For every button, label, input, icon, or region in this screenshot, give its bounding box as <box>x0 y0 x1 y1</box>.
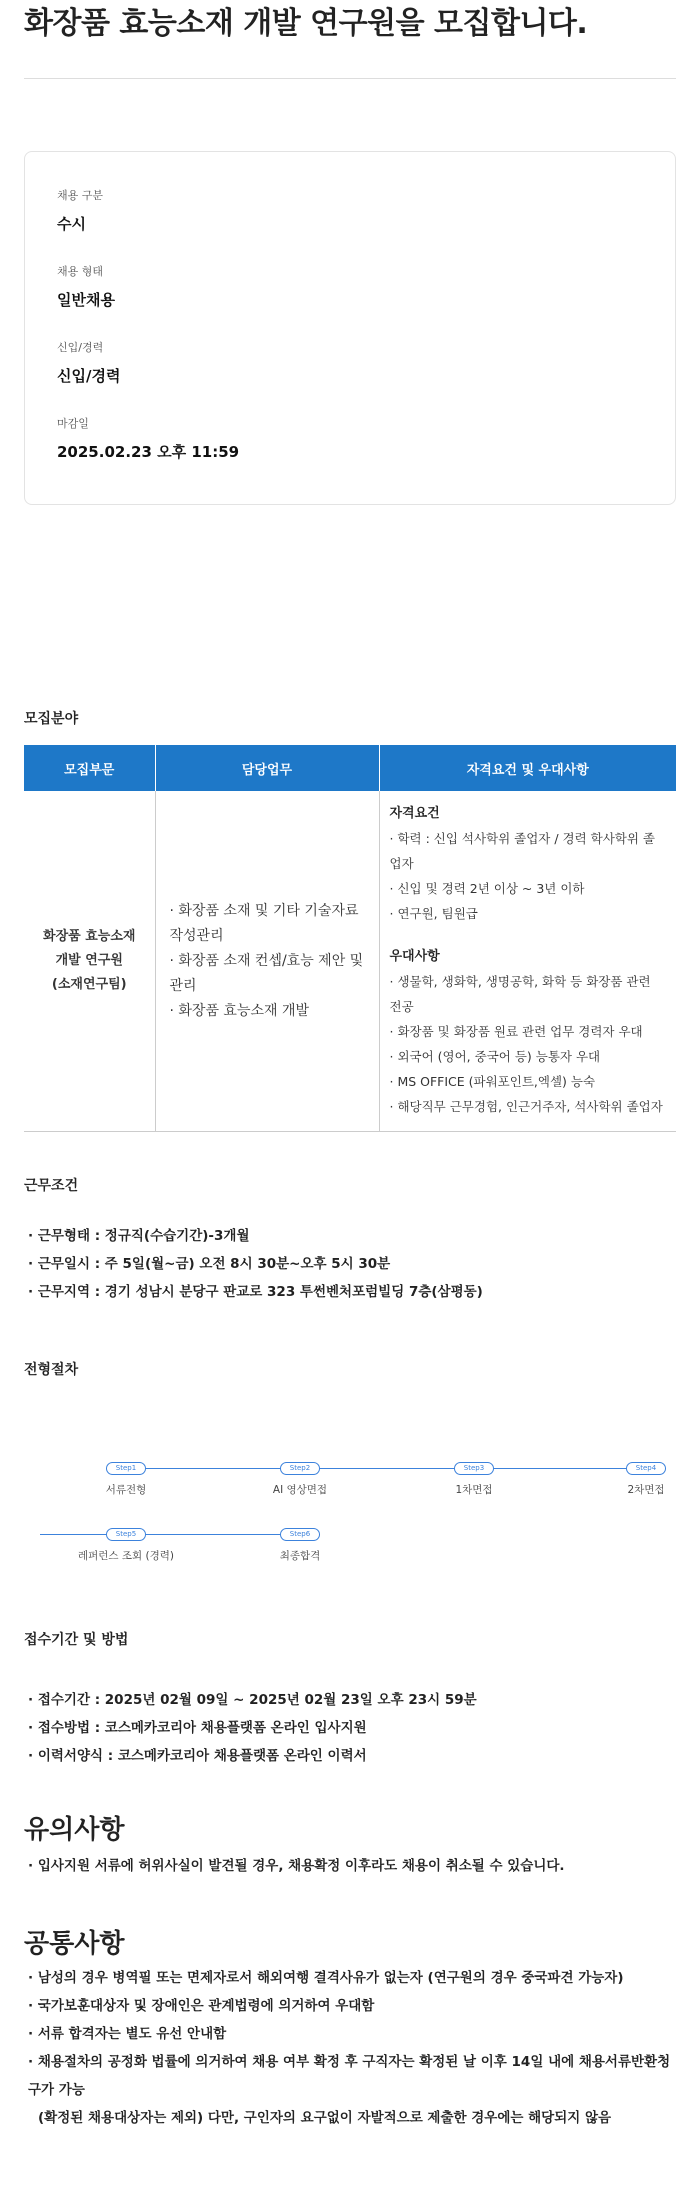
division-line: (소재연구팀) <box>51 977 127 992</box>
division-line: 화장품 효능소재 <box>43 929 136 944</box>
page-title: 화장품 효능소재 개발 연구원을 모집합니다. <box>24 6 588 41</box>
step-label: 2차면접 <box>627 1484 665 1496</box>
info-label: 채용 형태 <box>57 265 104 278</box>
preferred-item: · 외국어 (영어, 중국어 등) 능통자 우대 <box>389 1049 601 1064</box>
duties-cell <box>155 791 379 1132</box>
requirement-item: · 연구원, 팀원급 <box>389 906 478 921</box>
requirements-cell <box>379 791 676 1132</box>
column-header: 모집부문 <box>24 745 155 791</box>
info-label: 채용 구분 <box>57 189 104 202</box>
work-condition: · 근무일시 : 주 5일(월~금) 오전 8시 30분~오후 5시 30분 <box>28 1256 391 1272</box>
common-line: · 서류 합격자는 별도 유선 안내함 <box>28 2026 227 2042</box>
info-item-career <box>57 340 643 386</box>
column-header: 담당업무 <box>155 745 379 791</box>
table-row <box>24 791 676 1132</box>
duty-item: · 화장품 소재 컨셉/효능 제안 및 관리 <box>169 952 364 994</box>
info-value: 수시 <box>57 215 86 233</box>
info-value: 일반채용 <box>57 291 115 309</box>
step-label: AI 영상면접 <box>272 1484 328 1496</box>
step-badge: Step3 <box>454 1462 494 1475</box>
preferred-item: · 화장품 및 화장품 원료 관련 업무 경력자 우대 <box>389 1024 643 1039</box>
common-details <box>24 1964 676 2132</box>
process-heading: 전형절차 <box>24 1362 79 1378</box>
table-header-row <box>24 745 676 791</box>
spacer <box>390 926 667 944</box>
common-line: · 채용절차의 공정화 법률에 의거하여 채용 여부 확정 후 구직자는 확정된 날 이후 14일 내에 채용서류반환청구가 가능 <box>28 2054 671 2098</box>
requirement-item: · 신입 및 경력 2년 이상 ~ 3년 이하 <box>389 881 585 896</box>
requirement-item: · 학력 : 신입 석사학위 졸업자 / 경력 학사학위 졸업자 <box>389 831 656 871</box>
requirements-title: 자격요건 <box>389 806 440 821</box>
division-cell <box>24 791 155 1132</box>
step-label: 1차면접 <box>455 1484 493 1496</box>
step-badge: Step1 <box>106 1462 146 1475</box>
step-label: 최종합격 <box>279 1550 321 1562</box>
duty-item: · 화장품 소재 및 기타 기술자료 작성관리 <box>169 902 359 944</box>
info-item-type <box>57 188 643 234</box>
notice-details <box>24 1852 676 1880</box>
work-conditions <box>24 1222 676 1306</box>
column-header: 자격요건 및 우대사항 <box>379 745 676 791</box>
summary-card <box>24 151 676 505</box>
apply-line: · 접수기간 : 2025년 02월 09일 ~ 2025년 02월 23일 오후 23시 59분 <box>28 1692 477 1708</box>
step-label: 레퍼런스 조회 (경력) <box>77 1550 174 1562</box>
step-badge: Step4 <box>626 1462 666 1475</box>
common-line: · 남성의 경우 병역필 또는 면제자로서 해외여행 결격사유가 없는자 (연구원의 경우 중국파견 가능자) <box>28 1970 624 1986</box>
step-badge: Step6 <box>280 1528 320 1541</box>
info-label: 마감일 <box>57 417 89 430</box>
duty-item: · 화장품 효능소재 개발 <box>169 1002 310 1019</box>
info-label: 신입/경력 <box>57 341 104 354</box>
preferred-item: · 해당직무 근무경험, 인근거주자, 석사학위 졸업자 <box>389 1099 663 1114</box>
division-line: 개발 연구원 <box>55 953 123 968</box>
apply-details <box>24 1686 676 1770</box>
info-value: 신입/경력 <box>57 367 121 385</box>
info-item-form <box>57 264 643 310</box>
step-badge: Step2 <box>280 1462 320 1475</box>
work-heading: 근무조건 <box>24 1178 79 1194</box>
process-line <box>106 1468 666 1469</box>
common-line: · 국가보훈대상자 및 장애인은 관계법령에 의거하여 우대함 <box>28 1998 375 2014</box>
process-line <box>40 1534 320 1535</box>
preferred-item: · 생물학, 생화학, 생명공학, 화학 등 화장품 관련 전공 <box>389 974 651 1014</box>
preferred-title: 우대사항 <box>389 949 440 964</box>
work-condition: · 근무형태 : 정규직(수습기간)-3개월 <box>28 1228 250 1244</box>
common-line: (확정된 채용대상자는 제외) 다만, 구인자의 요구없이 자발적으로 제출한 경우에는 해당되지 않음 <box>38 2110 612 2126</box>
apply-heading: 접수기간 및 방법 <box>24 1632 129 1648</box>
notice-heading: 유의사항 <box>24 1815 125 1845</box>
info-item-deadline <box>57 416 643 462</box>
work-condition: · 근무지역 : 경기 성남시 분당구 판교로 323 투썬벤처포럼빌딩 7층(삼평동) <box>28 1284 483 1300</box>
field-heading: 모집분야 <box>24 711 79 727</box>
common-heading: 공통사항 <box>24 1929 125 1959</box>
step-label: 서류전형 <box>105 1484 147 1496</box>
process-flow <box>24 1398 676 1578</box>
deadline-value: 2025.02.23 오후 11:59 <box>57 443 240 461</box>
title-divider <box>24 78 676 79</box>
step-badge: Step5 <box>106 1528 146 1541</box>
apply-line: · 접수방법 : 코스메카코리아 채용플랫폼 온라인 입사지원 <box>28 1720 367 1736</box>
apply-line: · 이력서양식 : 코스메카코리아 채용플랫폼 온라인 이력서 <box>28 1748 367 1764</box>
recruitment-table <box>24 745 676 1132</box>
preferred-item: · MS OFFICE (파워포인트,엑셀) 능숙 <box>389 1074 596 1089</box>
notice-line: · 입사지원 서류에 허위사실이 발견될 경우, 채용확정 이후라도 채용이 취소될 수 있습니다. <box>28 1858 565 1874</box>
